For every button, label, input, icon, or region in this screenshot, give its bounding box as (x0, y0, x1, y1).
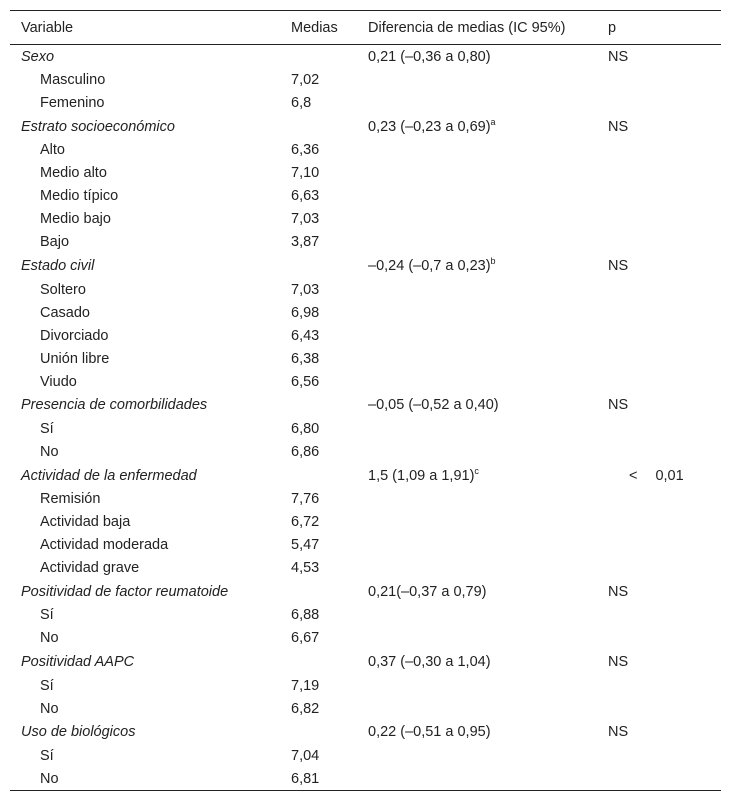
sub-row (10, 604, 721, 627)
sub-label: Sí (40, 420, 54, 437)
empty-cell (597, 488, 721, 511)
category-mean-empty (280, 463, 357, 487)
empty-cell (597, 208, 721, 231)
p-value: NS (608, 118, 629, 135)
sub-label: Unión libre (40, 350, 110, 367)
p-value-cell (597, 45, 721, 69)
mean-value: 6,72 (291, 514, 320, 531)
empty-cell (597, 324, 721, 347)
empty-cell (597, 278, 721, 301)
sub-label: No (40, 700, 59, 717)
mean-value: 6,43 (291, 327, 320, 344)
empty-cell (357, 139, 597, 162)
category-row (10, 720, 721, 744)
sub-row (10, 139, 721, 162)
sub-label: Sí (40, 748, 54, 765)
mean-value: 6,67 (291, 630, 320, 647)
mean-value: 3,87 (291, 234, 320, 251)
mean-difference: 0,21 (–0,36 a 0,80) (368, 48, 491, 65)
mean-difference-cell (357, 115, 597, 139)
mean-value: 6,86 (291, 443, 320, 460)
sub-label: Viudo (40, 373, 77, 390)
p-value-cell (597, 254, 721, 278)
sub-row (10, 278, 721, 301)
sub-label: Masculino (40, 72, 106, 88)
header-variable: Variable (10, 11, 280, 45)
mean-difference-cell (357, 650, 597, 674)
sub-row (10, 627, 721, 650)
category-label: Actividad de la enfermedad (21, 467, 197, 484)
sub-row (10, 324, 721, 347)
p-value: NS (608, 583, 629, 600)
mean-value: 6,63 (291, 188, 320, 205)
p-value-number: 0,01 (655, 467, 684, 484)
header-p: p (597, 11, 721, 45)
p-value: NS (608, 397, 629, 414)
mean-difference-cell (357, 720, 597, 744)
mean-value: 7,04 (291, 748, 320, 765)
p-value-cell (597, 650, 721, 674)
sub-row (10, 674, 721, 697)
mean-value: 7,03 (291, 211, 320, 228)
sub-row (10, 440, 721, 463)
header-difference: Diferencia de medias (IC 95%) (357, 11, 597, 45)
sub-label: No (10, 768, 280, 791)
empty-cell (597, 534, 721, 557)
category-label: Positividad de factor reumatoide (21, 583, 229, 600)
empty-cell (597, 745, 721, 768)
mean-difference: –0,05 (–0,52 a 0,40) (368, 397, 499, 414)
empty-cell (357, 674, 597, 697)
mean-value: 6,38 (291, 350, 320, 367)
category-row (10, 254, 721, 278)
empty-cell (597, 92, 721, 115)
empty-cell (597, 162, 721, 185)
empty-cell (597, 440, 721, 463)
category-row (10, 650, 721, 674)
sub-row (10, 208, 721, 231)
category-label: Uso de biológicos (21, 724, 136, 741)
footnote-marker: b (490, 256, 496, 267)
empty-cell (597, 511, 721, 534)
empty-cell (357, 278, 597, 301)
mean-value: 6,56 (291, 373, 320, 390)
category-mean-empty (280, 650, 357, 674)
sub-label: Casado (40, 304, 90, 321)
empty-cell (357, 604, 597, 627)
sub-row (10, 511, 721, 534)
empty-cell (597, 231, 721, 254)
empty-cell (597, 768, 721, 791)
mean-value: 7,10 (291, 165, 320, 182)
category-row (10, 115, 721, 139)
mean-difference: 0,21(–0,37 a 0,79) (368, 583, 487, 600)
sub-label: Medio alto (40, 165, 107, 182)
sub-label: Remisión (40, 491, 101, 508)
sub-row (10, 370, 721, 393)
sub-row (10, 557, 721, 580)
p-value: NS (608, 654, 629, 671)
empty-cell (357, 557, 597, 580)
category-label: Presencia de comorbilidades (21, 397, 208, 414)
empty-cell (357, 534, 597, 557)
mean-difference: 0,22 (–0,51 a 0,95) (368, 724, 491, 741)
empty-cell (357, 627, 597, 650)
sub-row (10, 69, 721, 92)
empty-cell (357, 440, 597, 463)
footnote-marker: c (474, 465, 479, 476)
sub-label: No (40, 630, 59, 647)
mean-value: 7,76 (291, 491, 320, 508)
empty-cell (357, 370, 597, 393)
category-row (10, 45, 721, 69)
category-label: Positividad AAPC (21, 654, 135, 671)
category-mean-empty (280, 720, 357, 744)
empty-cell (357, 488, 597, 511)
p-value-cell (597, 580, 721, 604)
empty-cell (357, 162, 597, 185)
mean-value: 6,82 (291, 700, 320, 717)
mean-difference: 1,5 (1,09 a 1,91) (368, 467, 475, 484)
empty-cell (597, 557, 721, 580)
results-table (10, 10, 721, 791)
sub-row (10, 301, 721, 324)
sub-label: Divorciado (40, 327, 109, 344)
sub-row (10, 534, 721, 557)
sub-label: Soltero (40, 281, 86, 298)
p-value-operator: < (629, 467, 638, 484)
p-value: NS (608, 48, 629, 65)
empty-cell (357, 69, 597, 92)
sub-row (10, 417, 721, 440)
mean-value: 7,19 (291, 677, 320, 694)
empty-cell (597, 301, 721, 324)
mean-value: 6,36 (291, 142, 320, 159)
sub-row (10, 162, 721, 185)
mean-value: 6,98 (291, 304, 320, 321)
category-label: Sexo (21, 48, 55, 65)
empty-cell (357, 511, 597, 534)
empty-cell (357, 768, 597, 791)
empty-cell (597, 697, 721, 720)
p-value: NS (608, 724, 629, 741)
sub-label: Actividad moderada (40, 537, 169, 554)
empty-cell (357, 697, 597, 720)
mean-value: 6,8 (291, 95, 312, 111)
empty-cell (597, 69, 721, 92)
p-value-cell (597, 115, 721, 139)
empty-cell (597, 139, 721, 162)
mean-difference-cell (357, 463, 597, 487)
empty-cell (597, 674, 721, 697)
mean-value: 4,53 (291, 560, 320, 577)
empty-cell (357, 745, 597, 768)
sub-label: Sí (40, 607, 54, 624)
sub-label: Femenino (40, 95, 105, 111)
category-mean-empty (280, 115, 357, 139)
mean-value: 6,88 (291, 607, 320, 624)
empty-cell (357, 301, 597, 324)
sub-label: Medio bajo (40, 211, 111, 228)
mean-value: 7,02 (291, 72, 320, 88)
mean-value: 5,47 (291, 537, 320, 554)
category-mean-empty (280, 393, 357, 417)
empty-cell (357, 347, 597, 370)
empty-cell (597, 604, 721, 627)
sub-label: Actividad baja (40, 514, 131, 531)
p-value-cell (597, 720, 721, 744)
empty-cell (357, 324, 597, 347)
table-header (10, 11, 721, 45)
mean-difference-cell (357, 254, 597, 278)
mean-difference-cell (357, 393, 597, 417)
sub-row (10, 488, 721, 511)
empty-cell (357, 417, 597, 440)
empty-cell (357, 185, 597, 208)
mean-value: 7,03 (291, 281, 320, 298)
p-value-cell (597, 393, 721, 417)
empty-cell (597, 417, 721, 440)
sub-row (10, 231, 721, 254)
footnote-marker: a (490, 116, 496, 127)
mean-value: 6,80 (291, 420, 320, 437)
empty-cell (597, 627, 721, 650)
header-row (10, 11, 721, 45)
header-medias: Medias (280, 11, 357, 45)
category-row (10, 463, 721, 487)
empty-cell (597, 347, 721, 370)
category-row (10, 393, 721, 417)
category-mean-empty (280, 580, 357, 604)
mean-value: 6,81 (280, 768, 357, 791)
empty-cell (357, 231, 597, 254)
sub-row (10, 697, 721, 720)
empty-cell (357, 92, 597, 115)
sub-row (10, 745, 721, 768)
empty-cell (357, 208, 597, 231)
mean-difference-cell (357, 580, 597, 604)
p-value: NS (608, 257, 629, 274)
sub-row (10, 92, 721, 115)
sub-label: Alto (40, 142, 65, 159)
p-value-cell (597, 463, 721, 487)
category-label: Estado civil (21, 257, 95, 274)
mean-difference: 0,23 (–0,23 a 0,69) (368, 118, 491, 135)
table-body (10, 45, 721, 791)
sub-row (10, 185, 721, 208)
sub-label: No (40, 443, 59, 460)
empty-cell (597, 370, 721, 393)
category-mean-empty (280, 254, 357, 278)
sub-label: Sí (40, 677, 54, 694)
sub-label: Actividad grave (40, 560, 140, 577)
mean-difference: 0,37 (–0,30 a 1,04) (368, 654, 491, 671)
empty-cell (597, 185, 721, 208)
mean-difference: –0,24 (–0,7 a 0,23) (368, 257, 491, 274)
category-label: Estrato socioeconómico (21, 118, 175, 135)
sub-label: Medio típico (40, 188, 119, 205)
category-mean-empty (280, 45, 357, 69)
category-row (10, 580, 721, 604)
sub-row (10, 768, 721, 791)
mean-difference-cell (357, 45, 597, 69)
sub-label: Bajo (40, 234, 70, 251)
sub-row (10, 347, 721, 370)
